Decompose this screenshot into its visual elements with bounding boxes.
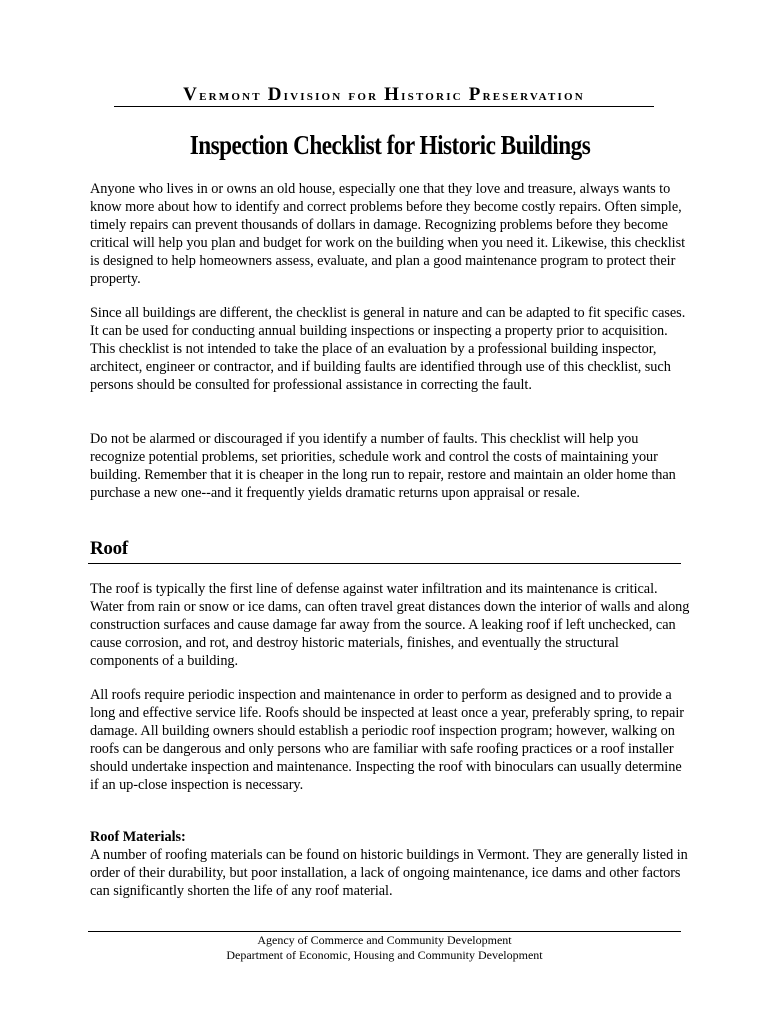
org-word: reservation [482, 88, 585, 104]
org-initial: D [267, 84, 284, 105]
org-word: ivision for [283, 88, 385, 104]
roof-materials-text: A number of roofing materials can be found on historic buildings in Vermont. They are generally listed in order of their durability, but poor installation, a lack of ongoing maintenance, ice dams and other factors can significantly shorten the life of any roof material. [90, 847, 688, 899]
footer-rule [88, 931, 681, 932]
intro-paragraph-1: Anyone who lives in or owns an old house, especially one that they love and treasure, always wants to know more about how to identify and correct problems before they become costly repairs. Often simple, timely repairs can prevent thousands of dollars in damage. Recognizing problems before they become critical will help you plan and budget for work on the building when you need it. Likewise, this checklist is designed to help homeowners assess, evaluate, and plan a good maintenance program to protect their property. [90, 181, 686, 287]
page-footer [88, 933, 681, 963]
roof-materials-block [90, 828, 690, 900]
roof-paragraph-2: All roofs require periodic inspection and maintenance in order to perform as designed and to provide a long and effective service life. Roofs should be inspected at least once a year, preferably spring, to repair damage. All building owners should establish a periodic roof inspection program; however, walking on roofs can be dangerous and only persons who are familiar with safe roofing practices or a roof installer should undertake inspection and maintenance. Inspecting the roof with binoculars can usually determine if an up-close inspection is necessary. [90, 687, 684, 793]
intro-paragraph-3: Do not be alarmed or discouraged if you identify a number of faults. This checklist will help you recognize potential problems, set priorities, schedule work and control the costs of maintaining your building. Remember that it is cheaper in the long run to repair, restore and maintain an older home than purchase a new one--and it frequently yields dramatic returns upon appraisal or resale. [90, 431, 676, 501]
roof-materials-heading: Roof Materials: [90, 829, 186, 845]
org-word: ermont [199, 88, 268, 104]
org-initial: P [468, 84, 483, 105]
org-initial: H [384, 84, 402, 105]
roof-paragraph-1: The roof is typically the first line of defense against water infiltration and its maintenance is critical. Water from rain or snow or ice dams, can often travel great distances down the interior of walls and along construction surfaces and cause damage far away from the source. A leaking roof if left unchecked, can cause corrosion, and rot, and destroy historic materials, finishes, and eventually the structural components of a building. [90, 581, 690, 669]
org-initial: V [183, 84, 200, 105]
document-title: Inspection Checklist for Historic Buildings [189, 130, 591, 160]
header-rule [114, 106, 654, 107]
footer-agency: Agency of Commerce and Community Development [257, 933, 512, 947]
organization-header [114, 84, 654, 106]
section-rule [88, 563, 681, 564]
intro-paragraph-2: Since all buildings are different, the checklist is general in nature and can be adapted to fit specific cases. It can be used for conducting annual building inspections or inspecting a property prior to acquisition. This checklist is not intended to take the place of an evaluation by a professional building inspector, architect, engineer or contractor, and if building faults are identified through use of this checklist, such persons should be consulted for professional assistance in correcting the fault. [90, 305, 686, 393]
footer-department: Department of Economic, Housing and Community Development [226, 948, 543, 962]
section-heading-roof: Roof [90, 538, 128, 559]
org-word: istoric [401, 88, 469, 104]
